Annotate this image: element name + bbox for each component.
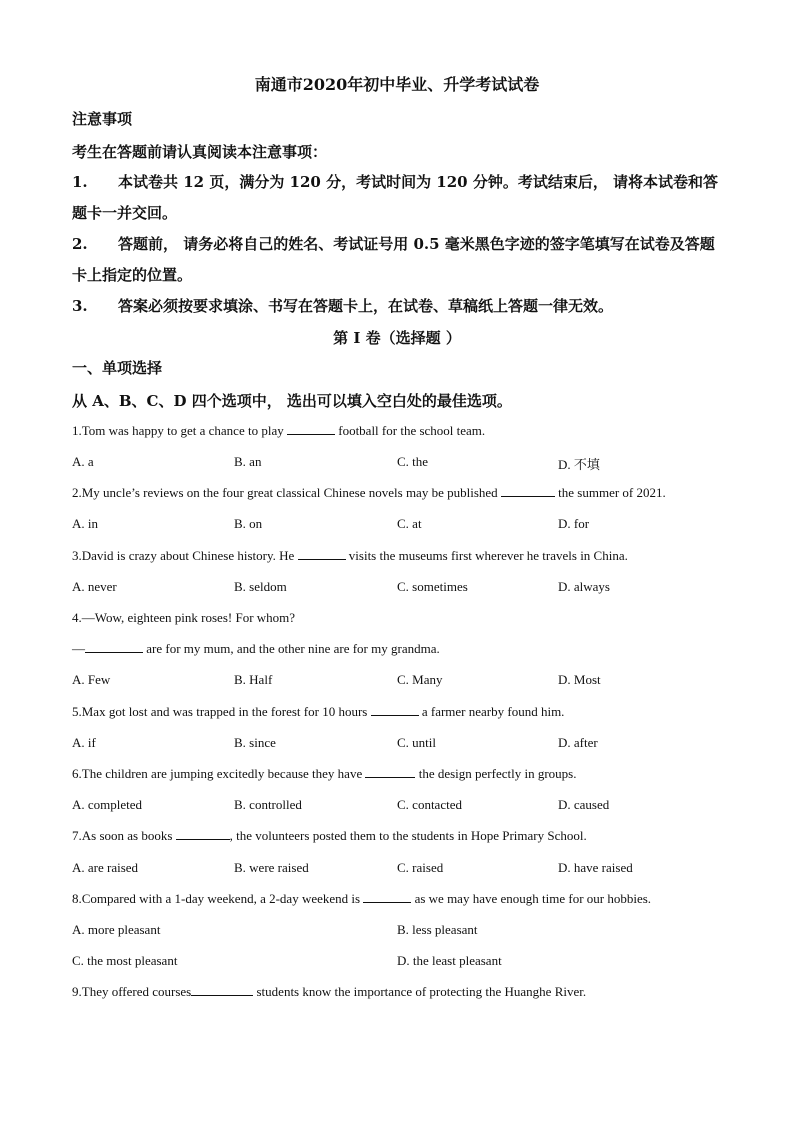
notice-item-1 — [72, 167, 722, 229]
question-text: 9.They offered courses — [72, 984, 192, 999]
option-a: A. never — [72, 579, 117, 594]
notice-item-3 — [72, 291, 722, 322]
notice-item-number: 3. — [72, 297, 88, 315]
answer-blank — [363, 891, 411, 903]
option-a: A. completed — [72, 797, 143, 812]
question-text: 2.My uncle’s reviews on the four great classical Chinese novels may be published — [72, 485, 501, 500]
question-text: a farmer nearby found him. — [418, 704, 565, 719]
option-c: C. raised — [397, 860, 444, 875]
question-text: the summer of 2021. — [554, 485, 666, 500]
option-c: C. until — [397, 735, 437, 750]
option-c: C. at — [397, 516, 422, 531]
question-text: 1.Tom was happy to get a chance to play — [72, 423, 287, 438]
question-7 — [72, 828, 587, 844]
question-text: , the volunteers posted them to the students in Hope Primary School. — [229, 828, 587, 843]
option-c: C. contacted — [397, 797, 462, 812]
question-text: students know the importance of protecting the Huanghe River. — [253, 984, 587, 999]
answer-blank — [501, 485, 555, 497]
option-b: B. controlled — [234, 797, 302, 812]
instruction: 从 A、B、C、D 四个选项中， 选出可以填入空白处的最佳选项。 — [72, 392, 512, 410]
notice-item-text: 答题前， 请务必将自己的姓名、考试证号用 0.5 毫米黑色字迹的签字笔填写在试卷及答题卡上指定的位置。 — [72, 235, 715, 284]
option-a: A. are raised — [72, 860, 139, 875]
question-4 — [72, 610, 295, 626]
question-text: visits the museums first wherever he travels in China. — [345, 548, 628, 563]
question-text: 5.Max got lost and was trapped in the forest for 10 hours — [72, 704, 371, 719]
option-d: D. 不填 — [558, 457, 600, 472]
notice-intro: 考生在答题前请认真阅读本注意事项： — [72, 143, 328, 161]
question-5 — [72, 704, 564, 720]
option-a: A. Few — [72, 672, 111, 687]
notice-item-number: 1. — [72, 173, 88, 191]
option-d: D. the least pleasant — [397, 953, 502, 968]
answer-blank — [287, 423, 335, 435]
notice-item-number: 2. — [72, 235, 88, 253]
option-d: D. Most — [558, 672, 601, 687]
question-6 — [72, 766, 576, 782]
question-text: 8.Compared with a 1-day weekend, a 2-day weekend is — [72, 891, 364, 906]
part-title: 一、单项选择 — [72, 359, 163, 377]
answer-blank — [85, 641, 143, 653]
question-2 — [72, 485, 666, 501]
option-b: B. on — [234, 516, 263, 531]
option-b: B. since — [234, 735, 276, 750]
answer-blank — [298, 548, 346, 560]
question-text: as we may have enough time for our hobbies. — [411, 891, 652, 906]
question-text: 7.As soon as books — [72, 828, 176, 843]
question-1 — [72, 423, 485, 439]
answer-blank — [371, 704, 419, 716]
question-8 — [72, 891, 651, 907]
option-d: D. caused — [558, 797, 610, 812]
question-text: 4.—Wow, eighteen pink roses! For whom? — [72, 610, 296, 625]
option-d: D. after — [558, 735, 598, 750]
option-b: B. Half — [234, 672, 273, 687]
option-a: A. more pleasant — [72, 922, 161, 937]
option-a: A. if — [72, 735, 96, 750]
question-text: the design perfectly in groups. — [415, 766, 577, 781]
option-b: B. an — [234, 454, 262, 469]
option-c: C. the most pleasant — [72, 953, 178, 968]
question-4-reply — [72, 641, 440, 657]
option-b: B. less pleasant — [397, 922, 478, 937]
option-c: C. the — [397, 454, 429, 469]
notice-item-2 — [72, 229, 722, 291]
question-3 — [72, 548, 628, 564]
question-text: 6.The children are jumping excitedly because they have — [72, 766, 366, 781]
notice-heading: 注意事项 — [72, 110, 133, 128]
option-d: D. for — [558, 516, 590, 531]
option-d: D. always — [558, 579, 610, 594]
question-text: 3.David is crazy about Chinese history. He — [72, 548, 298, 563]
exam-title: 南通市2020年初中毕业、升学考试试卷 — [254, 75, 540, 94]
option-b: B. seldom — [234, 579, 287, 594]
question-9 — [72, 984, 586, 1000]
option-a: A. a — [72, 454, 94, 469]
option-d: D. have raised — [558, 860, 633, 875]
question-text: football for the school team. — [334, 423, 486, 438]
notice-item-text: 答案必须按要求填涂、书写在答题卡上，在试卷、草稿纸上答题一律无效。 — [118, 297, 614, 315]
question-text: are for my mum, and the other nine are for my grandma. — [143, 641, 440, 656]
option-c: C. sometimes — [397, 579, 468, 594]
answer-blank — [191, 984, 253, 996]
option-a: A. in — [72, 516, 98, 531]
section-title: 第 I 卷（选择题 ） — [333, 329, 461, 347]
option-b: B. were raised — [234, 860, 309, 875]
question-text: — — [72, 641, 85, 656]
answer-blank — [365, 766, 415, 778]
notice-item-text: 本试卷共 12 页，满分为 120 分，考试时间为 120 分钟。考试结束后， 请将本试卷和答题卡一并交回。 — [72, 173, 719, 222]
answer-blank — [176, 828, 230, 840]
option-c: C. Many — [397, 672, 443, 687]
